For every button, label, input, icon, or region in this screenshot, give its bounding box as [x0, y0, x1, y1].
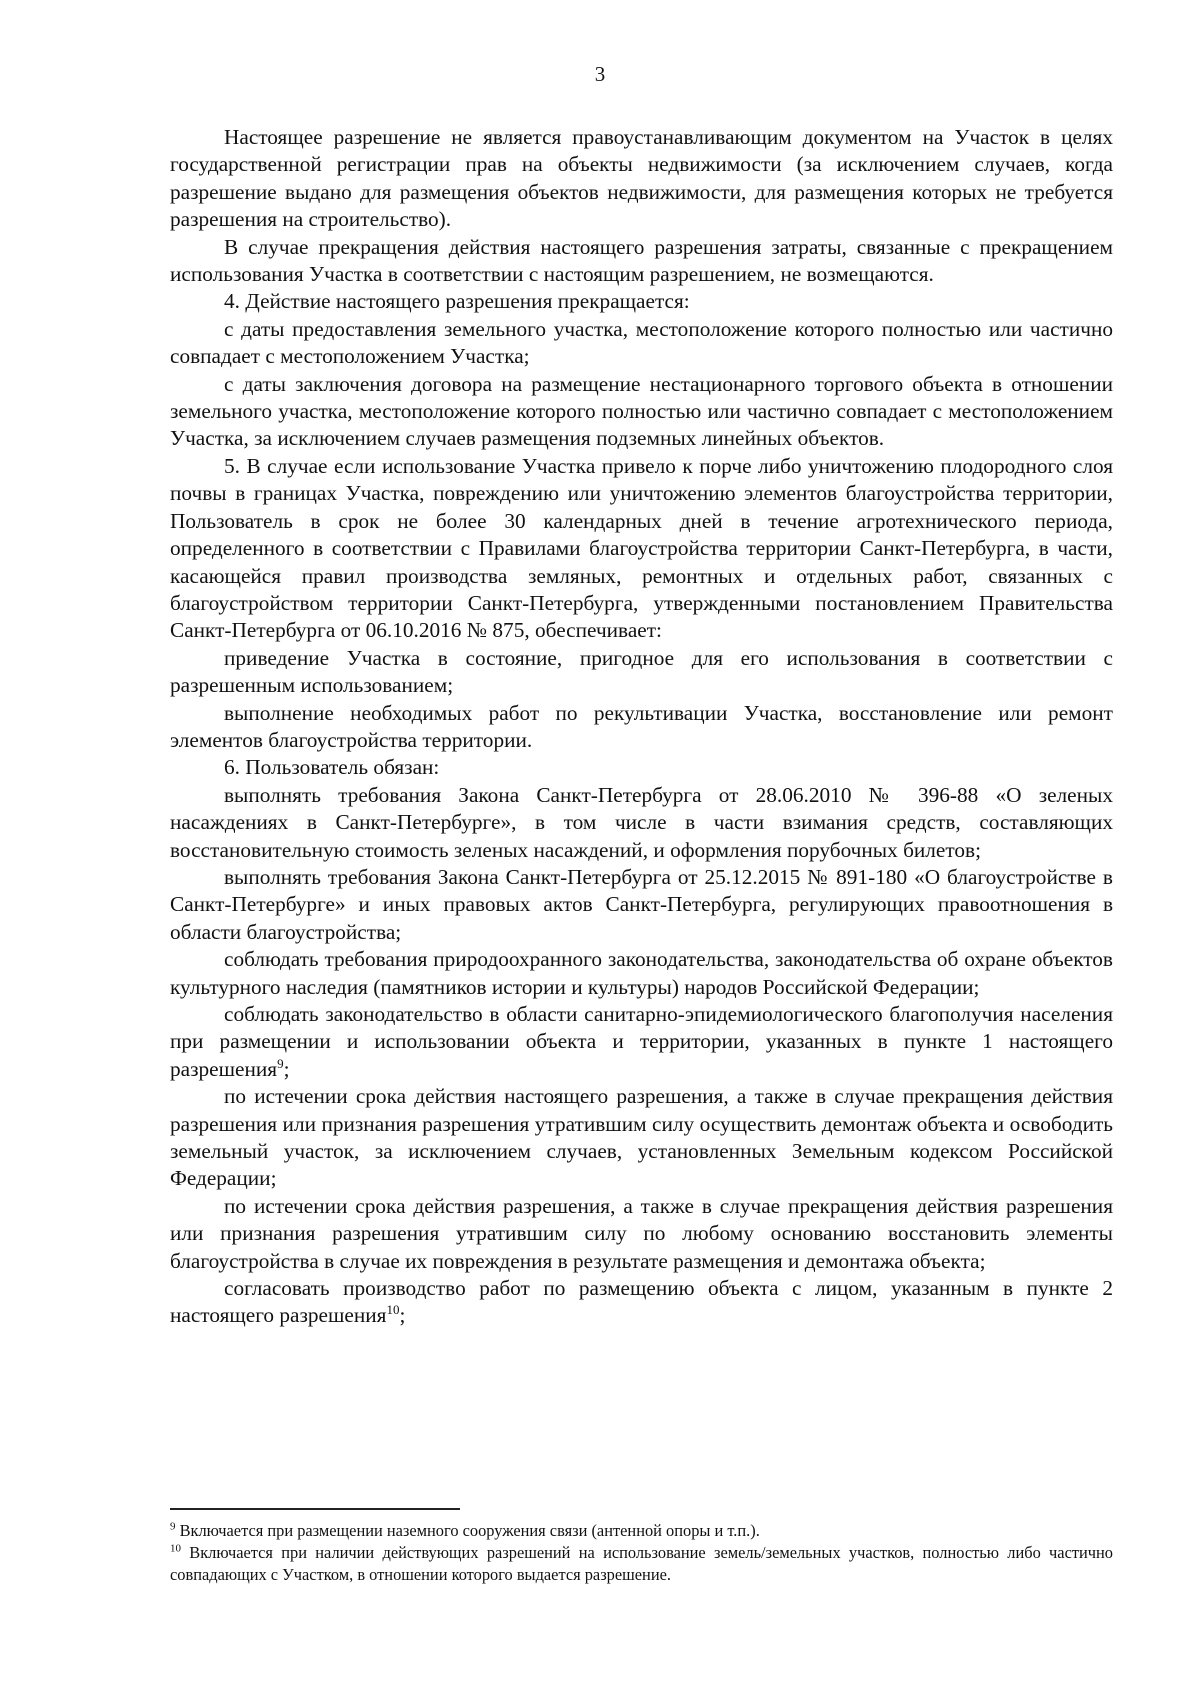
footnote-separator	[170, 1508, 460, 1510]
section-heading: 6. Пользователь обязан:	[224, 755, 440, 780]
paragraph-text: согласовать производство работ по размещению объекта с лицом, указанным в пункте 2 настоящего разрешения	[170, 1276, 1113, 1328]
footnote-10	[170, 1542, 1113, 1586]
footnote-mark: 10	[170, 1542, 181, 1555]
paragraph: Настоящее разрешение не является правоустанавливающим документом на Участок в целях государственной регистрации прав на объекты недвижимости (за исключением случаев, когда разрешение выдано для размещения объектов недвижимости, для размещения которых не требуется разрешения на строительство).	[170, 125, 1113, 232]
footnote-9	[170, 1520, 1113, 1542]
paragraph-end: ;	[283, 1056, 290, 1081]
footnote-ref-10: 10	[386, 1302, 400, 1318]
paragraph: 5. В случае если использование Участка привело к порче либо уничтожению плодородного слоя почвы в границах Участка, повреждению или уничтожению элементов благоустройства территории, Пользователь в срок не более 30 календарных дней в течение агротехнического периода, определенного в соответствии с Правилами благоустройства территории Санкт-Петербурга, в части, касающейся правил производства земляных, ремонтных и отдельных работ, связанных с благоустройством территории Санкт-Петербурга, утвержденными постановлением Правительства Санкт-Петербурга от 06.10.2016 № 875, обеспечивает:	[170, 453, 1113, 643]
paragraph: по истечении срока действия разрешения, а также в случае прекращения действия разрешения или признания разрешения утратившим силу по любому основанию восстановить элементы благоустройства в случае их повреждения в результате размещения и демонтажа объекта;	[170, 1193, 1113, 1273]
paragraph: соблюдать требования природоохранного законодательства, законодательства об охране объектов культурного наследия (памятников истории и культуры) народов Российской Федерации;	[170, 947, 1113, 999]
paragraph: выполнение необходимых работ по рекультивации Участка, восстановление или ремонт элементов благоустройства территории.	[170, 700, 1113, 752]
page-number: 3	[594, 62, 606, 86]
paragraph-with-footnote	[170, 1275, 1113, 1330]
footnote-text: Включается при наличии действующих разрешений на использование земель/земельных участков, полностью либо частично совпадающих с Участком, в отношении которого выдается разрешение.	[170, 1543, 1113, 1584]
paragraph: с даты заключения договора на размещение нестационарного торгового объекта в отношении земельного участка, местоположение которого полностью или частично совпадает с местоположением Участка, за исключением случаев размещения подземных линейных объектов.	[170, 371, 1113, 451]
paragraph: выполнять требования Закона Санкт-Петербурга от 25.12.2015 № 891-180 «О благоустройстве в Санкт-Петербурге» и иных правовых актов Санкт-Петербурга, регулирующих правоотношения в области благоустройства;	[170, 864, 1113, 944]
section-heading: 4. Действие настоящего разрешения прекращается:	[224, 289, 690, 314]
footnote-ref-9: 9	[277, 1055, 284, 1071]
paragraph: В случае прекращения действия настоящего разрешения затраты, связанные с прекращением использования Участка в соответствии с настоящим разрешением, не возмещаются.	[170, 234, 1113, 287]
footnote-mark: 9	[170, 1520, 176, 1533]
paragraph: приведение Участка в состояние, пригодное для его использования в соответствии с разрешенным использованием;	[170, 645, 1113, 698]
footnote-text: Включается при размещении наземного сооружения связи (антенной опоры и т.п.).	[175, 1521, 760, 1540]
paragraph: выполнять требования Закона Санкт-Петербурга от 28.06.2010 № 396-88 «О зеленых насаждениях в Санкт-Петербурге», в том числе в части взимания средств, составляющих восстановительную стоимость зеленых насаждений, и оформления порубочных билетов;	[170, 782, 1113, 862]
paragraph: по истечении срока действия настоящего разрешения, а также в случае прекращения действия разрешения или признания разрешения утратившим силу осуществить демонтаж объекта и освободить земельный участок, за исключением случаев, установленных Земельным кодексом Российской Федерации;	[170, 1084, 1113, 1191]
paragraph-text: соблюдать законодательство в области санитарно-эпидемиологического благополучия населения при размещении и использовании объекта и территории, указанных в пункте 1 настоящего разрешения	[170, 1002, 1113, 1081]
paragraph: с даты предоставления земельного участка, местоположение которого полностью или частично совпадает с местоположением Участка;	[170, 316, 1113, 369]
paragraph-with-footnote	[170, 1001, 1113, 1083]
document-body	[170, 124, 1113, 1330]
paragraph-end: ;	[399, 1303, 406, 1328]
footnotes	[170, 1520, 1113, 1586]
